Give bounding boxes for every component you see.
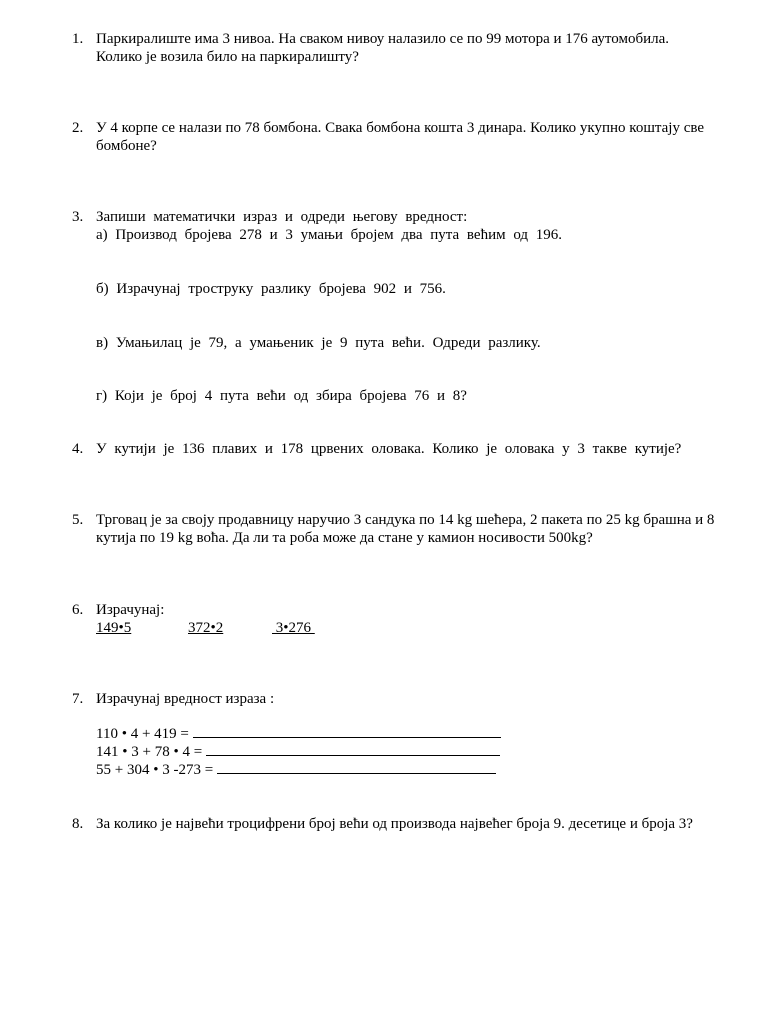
question-text: Паркиралиште има 3 нивоа. На сваком нивоу налазило се по 99 мотора и 176 аутомобила. Колико је возила било на паркиралишту? <box>96 31 670 65</box>
question-number: 1. <box>72 31 84 47</box>
question-text: За колико је највећи троцифрени број већи од производа највећег броја 9. десетице и броја 3? <box>96 816 693 832</box>
expression-list <box>96 725 501 779</box>
question-number: 4. <box>72 441 84 457</box>
subquestion-v: в) Умањилац је 79, а умањеник је 9 пута већи. Одреди разлику. <box>96 335 541 351</box>
question-text: У кутији је 136 плавих и 178 црвених оловака. Колико је оловака у 3 такве кутије? <box>96 441 682 457</box>
answer-blank[interactable] <box>206 743 500 756</box>
subquestion-b: б) Израчунај троструку разлику бројева 902 и 756. <box>96 281 446 297</box>
question-1 <box>72 30 716 66</box>
subquestion-a: а) Производ бројева 278 и 3 умањи бројем два пута већим од 196. <box>96 227 563 243</box>
question-2 <box>72 119 716 155</box>
question-6 <box>72 601 716 637</box>
expression-1: 149•5 <box>96 620 132 636</box>
question-number: 5. <box>72 512 84 528</box>
question-number: 7. <box>72 691 84 707</box>
question-title: Израчунај вредност израза : <box>96 691 275 707</box>
expression-row-3: 55 + 304 • 3 -273 = <box>96 762 214 778</box>
question-number: 6. <box>72 602 84 618</box>
question-8 <box>72 815 716 833</box>
question-4 <box>72 440 716 458</box>
subquestion-g: г) Који је број 4 пута већи од збира бројева 76 и 8? <box>96 388 467 404</box>
question-number: 3. <box>72 209 84 225</box>
question-title: Израчунај: <box>96 602 165 618</box>
answer-blank[interactable] <box>193 725 501 738</box>
question-text: У 4 корпе се налази по 78 бомбона. Свака бомбона кошта 3 динара. Колико укупно коштају све бомбоне? <box>96 120 704 154</box>
expression-3: 3•276 <box>272 620 315 636</box>
question-number: 2. <box>72 120 84 136</box>
expression-row-1: 110 • 4 + 419 = <box>96 726 189 742</box>
question-text: Трговац је за своју продавницу наручио 3 сандука по 14 kg шећера, 2 пакета по 25 kg брашна и 8 кутија по 19 kg воћа. Да ли та роба може да стане у камион носивости 500kg? <box>96 512 715 546</box>
expression-row-2: 141 • 3 + 78 • 4 = <box>96 744 203 760</box>
question-5 <box>72 511 716 547</box>
question-number: 8. <box>72 816 84 832</box>
question-intro: Запиши математички израз и одреди његову вредност: <box>96 209 468 225</box>
answer-blank[interactable] <box>217 761 496 774</box>
question-7 <box>72 690 716 708</box>
question-3 <box>72 208 716 244</box>
expression-2: 372•2 <box>188 620 224 636</box>
